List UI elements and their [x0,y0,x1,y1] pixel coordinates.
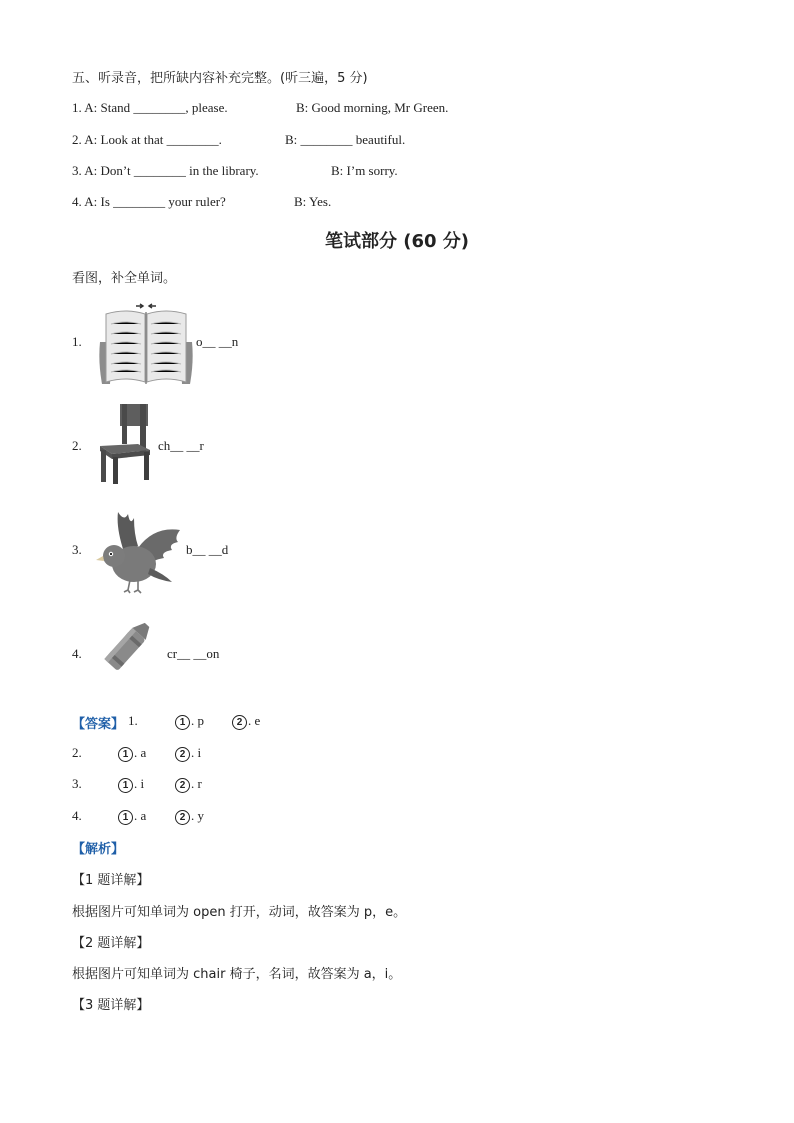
answer-blank-2: 2 . e [232,713,260,730]
picture-item-number: 1. [72,334,82,349]
answer-blank-2: 2 . r [175,776,202,793]
listening-item-2-b: B: ________ beautiful. [285,132,406,147]
open-book-icon [96,302,196,388]
picture-item-word: ch__ __r [158,438,204,453]
circled-number: 2 [175,747,190,762]
answer-blank-1: 1 . i [118,776,144,793]
circled-number: 2 [232,715,247,730]
chair-icon [94,402,154,486]
answer-row-number: 3. [72,776,82,791]
written-section-title: 笔试部分 (60 分) [324,231,470,252]
bird-icon [94,508,184,594]
circled-number: 1 [118,810,133,825]
picture-item-number: 2. [72,438,82,453]
listening-item-1-a: 1. A: Stand ________, please. [72,100,228,115]
analysis-section-head: 【2 题详解】 [72,936,150,951]
listening-item-1-b: B: Good morning, Mr Green. [296,100,449,115]
answer-blank-1: 1 . a [118,808,146,825]
picture-item-word: o__ __n [196,334,239,349]
crayon-icon [98,612,160,678]
analysis-label: 【解析】 [72,842,125,857]
analysis-section-text: 根据图片可知单词为 chair 椅子，名词，故答案为 a，i。 [72,967,402,982]
listening-item-3-b: B: I’m sorry. [331,163,398,178]
picture-item-word: b__ __d [186,542,229,557]
picture-item-number: 3. [72,542,82,557]
answer-blank-2: 2 . y [175,808,204,825]
answer-row-number: 1. [128,713,138,728]
circled-number: 1 [118,747,133,762]
analysis-section-text: 根据图片可知单词为 open 打开，动词，故答案为 p，e。 [72,905,407,920]
analysis-section-head: 【3 题详解】 [72,998,150,1013]
circled-number: 1 [118,778,133,793]
picture-item-number: 4. [72,646,82,661]
listening-item-4-b: B: Yes. [294,194,332,209]
listening-item-4-a: 4. A: Is ________ your ruler? [72,194,226,209]
answer-blank-1: 1 . a [118,745,146,762]
picture-item-word: cr__ __on [167,646,220,661]
listening-item-3-a: 3. A: Don’t ________ in the library. [72,163,259,178]
answer-label: 【答案】 [72,717,125,732]
written-instruction: 看图，补全单词。 [72,271,177,286]
circled-number: 2 [175,810,190,825]
listening-item-2-a: 2. A: Look at that ________. [72,132,222,147]
analysis-section-head: 【1 题详解】 [72,873,150,888]
circled-number: 2 [175,778,190,793]
answer-blank-1: 1 . p [175,713,204,730]
answer-row-number: 2. [72,745,82,760]
answer-blank-2: 2 . i [175,745,201,762]
listening-heading: 五、听录音，把所缺内容补充完整。(听三遍，5 分) [72,71,368,86]
answer-row-number: 4. [72,808,82,823]
circled-number: 1 [175,715,190,730]
